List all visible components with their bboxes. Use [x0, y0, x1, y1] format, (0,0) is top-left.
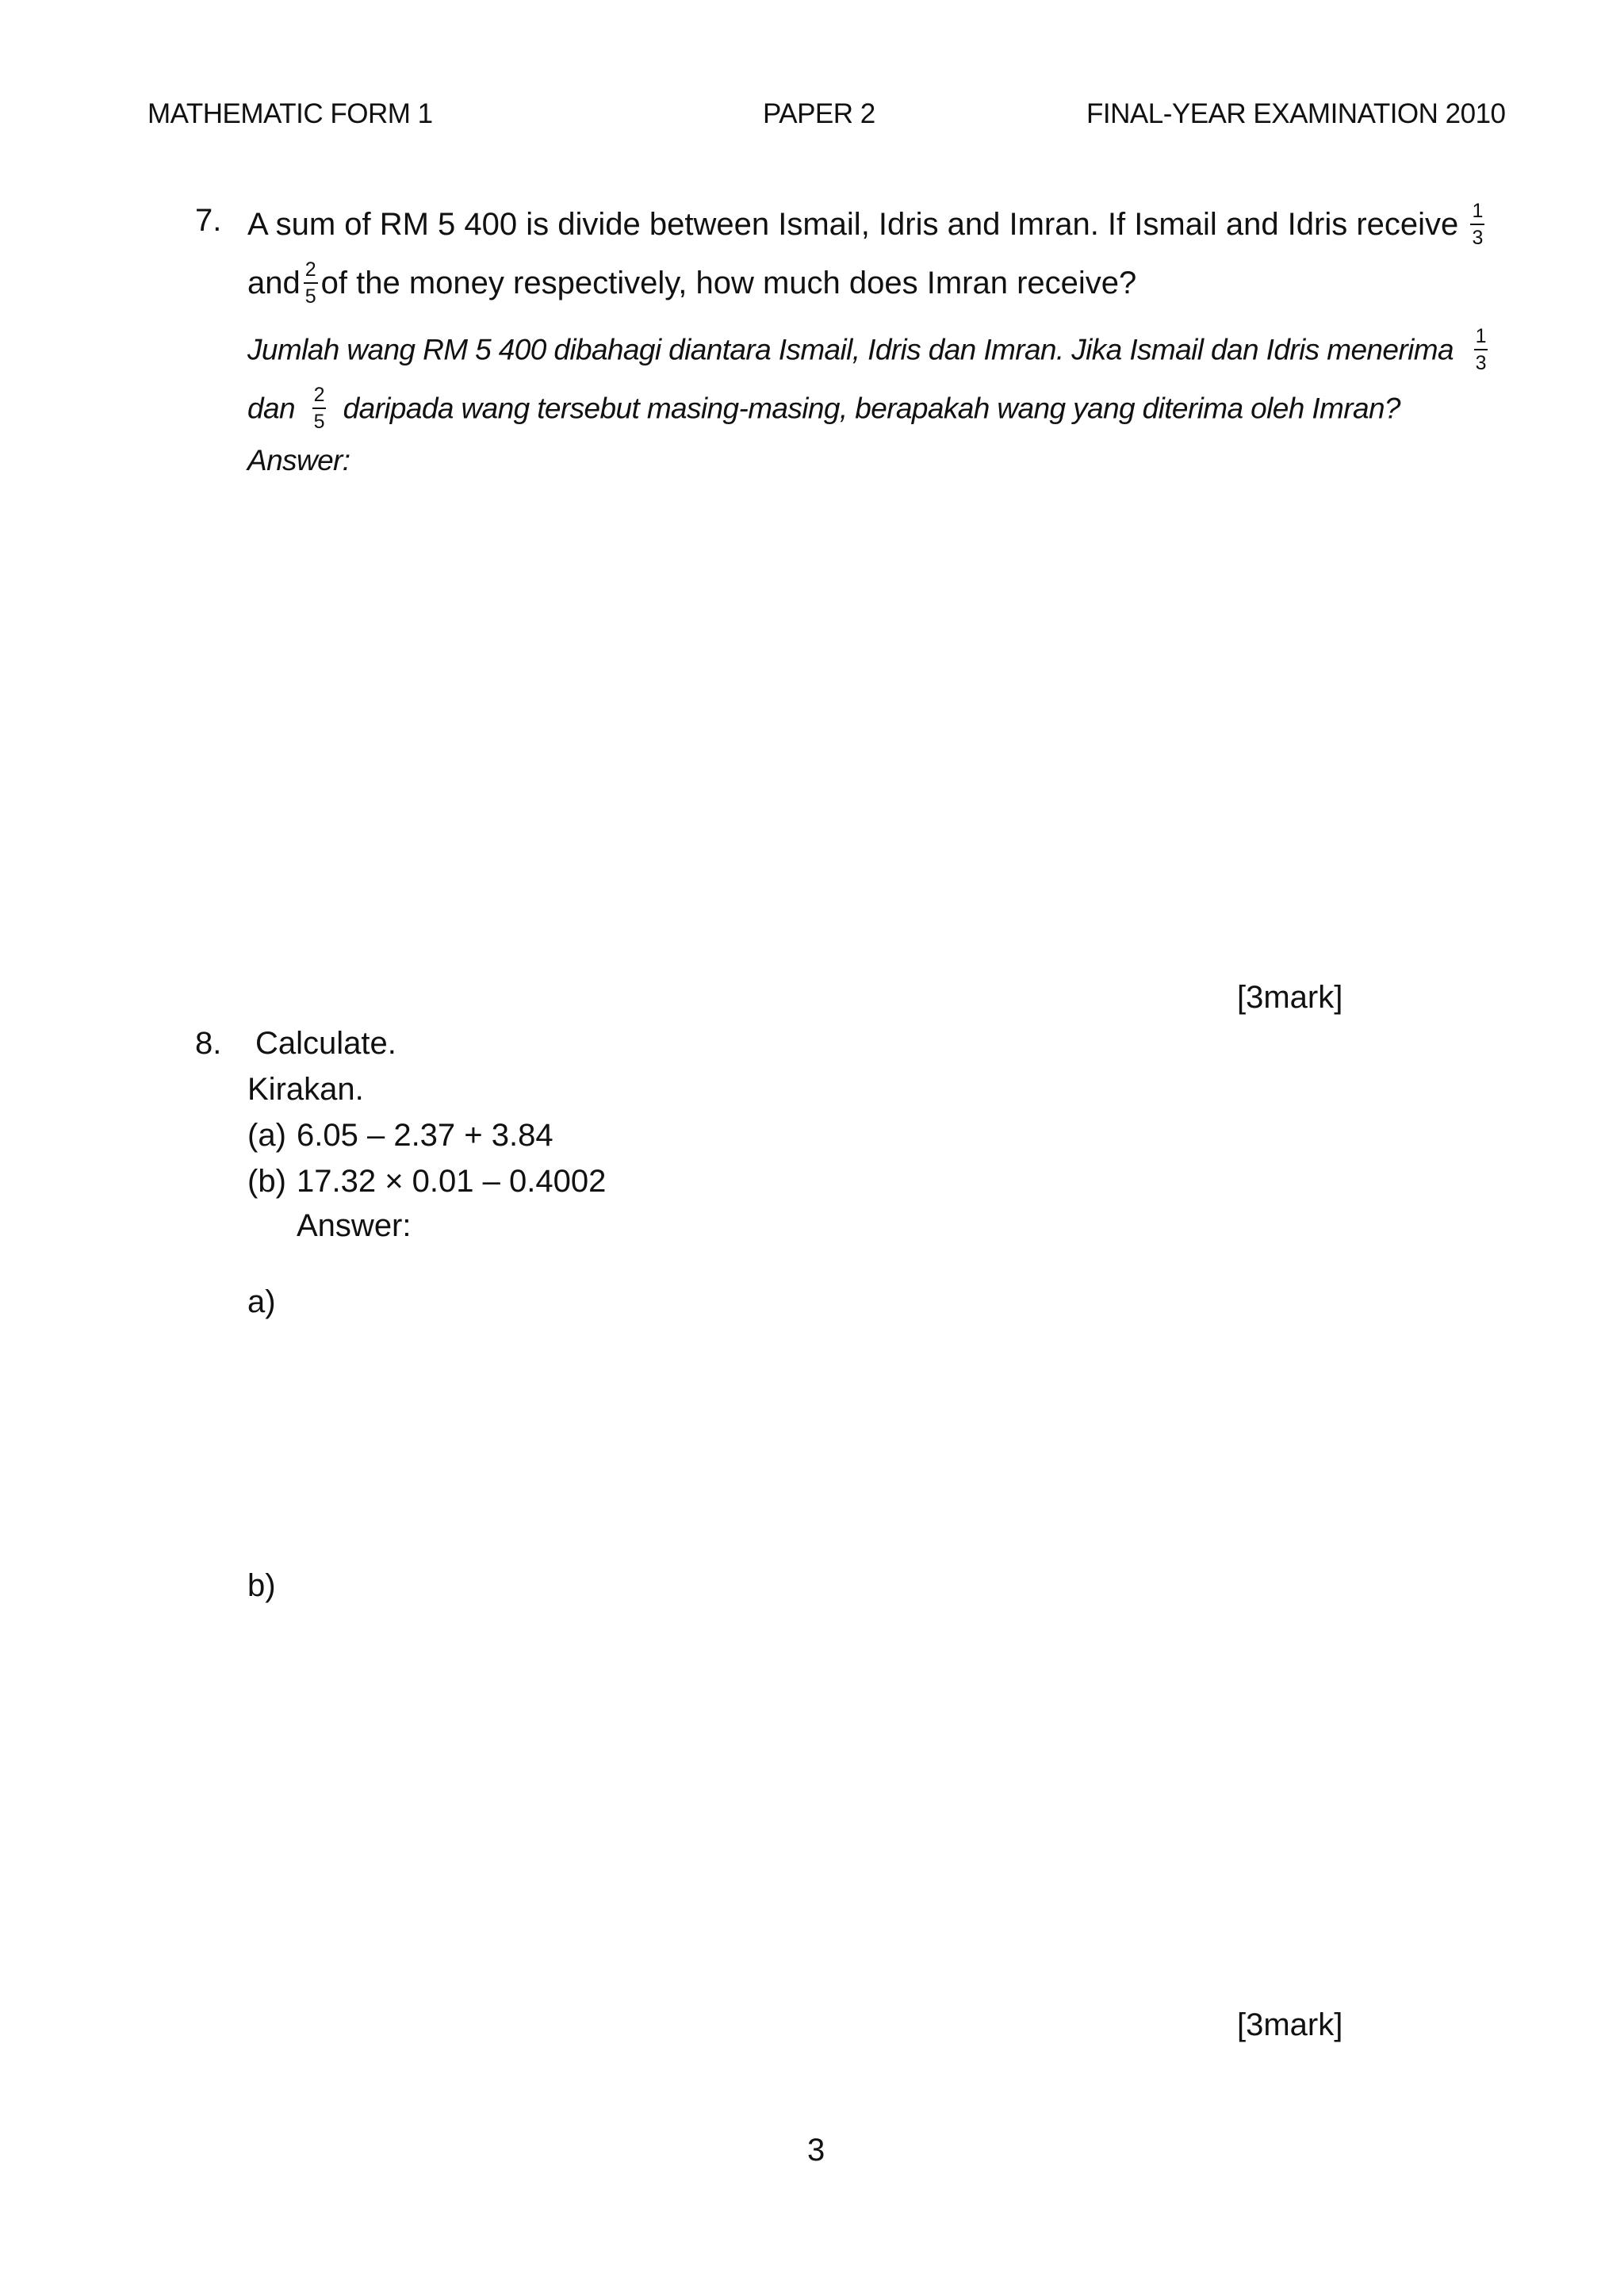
q7-malay-line2 — [247, 384, 1400, 434]
q8-marks: [3mark] — [1237, 2007, 1343, 2042]
header-exam: FINAL-YEAR EXAMINATION 2010 — [1086, 98, 1506, 129]
q8-instruction-en: Calculate. — [255, 1026, 396, 1061]
q8-answer-a: a) — [247, 1284, 276, 1319]
q7-marks: [3mark] — [1237, 980, 1343, 1015]
q7-english-line2 — [247, 258, 1137, 308]
page-number: 3 — [807, 2133, 825, 2168]
q7-answer-label: Answer: — [247, 444, 350, 476]
fraction-one-third-malay: $\frac{1}{3}$ — [1475, 325, 1486, 374]
q8-answer-label: Answer: — [297, 1208, 412, 1243]
q8-number: 8. — [195, 1026, 222, 1061]
q7-malay-text1: Jumlah wang RM 5 400 dibahagi diantara Ismail, Idris dan Imran. Jika Ismail dan Idris menerima — [247, 333, 1454, 366]
q7-english-line1 — [247, 200, 1488, 250]
q7-malay-line1 — [247, 325, 1491, 375]
fraction-two-fifths: $\frac{2}{5}$ — [304, 258, 316, 308]
fraction-two-fifths-malay: $\frac{2}{5}$ — [313, 384, 324, 433]
q7-english-text2: of the money respectively, how much does Imran receive? — [320, 266, 1137, 301]
header-subject: MATHEMATIC FORM 1 — [147, 98, 433, 129]
q8-answer-b: b) — [247, 1568, 276, 1603]
header-paper: PAPER 2 — [763, 98, 875, 129]
q7-malay-dan: dan — [247, 392, 295, 425]
q8-instruction-ms: Kirakan. — [247, 1072, 364, 1107]
q8-part-a-expression: 6.05 – 2.37 + 3.84 — [297, 1118, 553, 1153]
q7-number: 7. — [195, 203, 222, 238]
fraction-one-third: $\frac{1}{3}$ — [1472, 200, 1484, 249]
q7-english-text1: A sum of RM 5 400 is divide between Ismail, Idris and Imran. If Ismail and Idris receive — [247, 207, 1459, 243]
q7-malay-text2: daripada wang tersebut masing-masing, berapakah wang yang diterima oleh Imran? — [343, 392, 1400, 425]
q8-part-a-label: (a) — [247, 1118, 286, 1153]
q8-part-b-expression: 17.32 × 0.01 – 0.4002 — [297, 1164, 607, 1199]
q8-part-b-label: (b) — [247, 1164, 286, 1199]
q7-english-and: and — [247, 266, 301, 301]
